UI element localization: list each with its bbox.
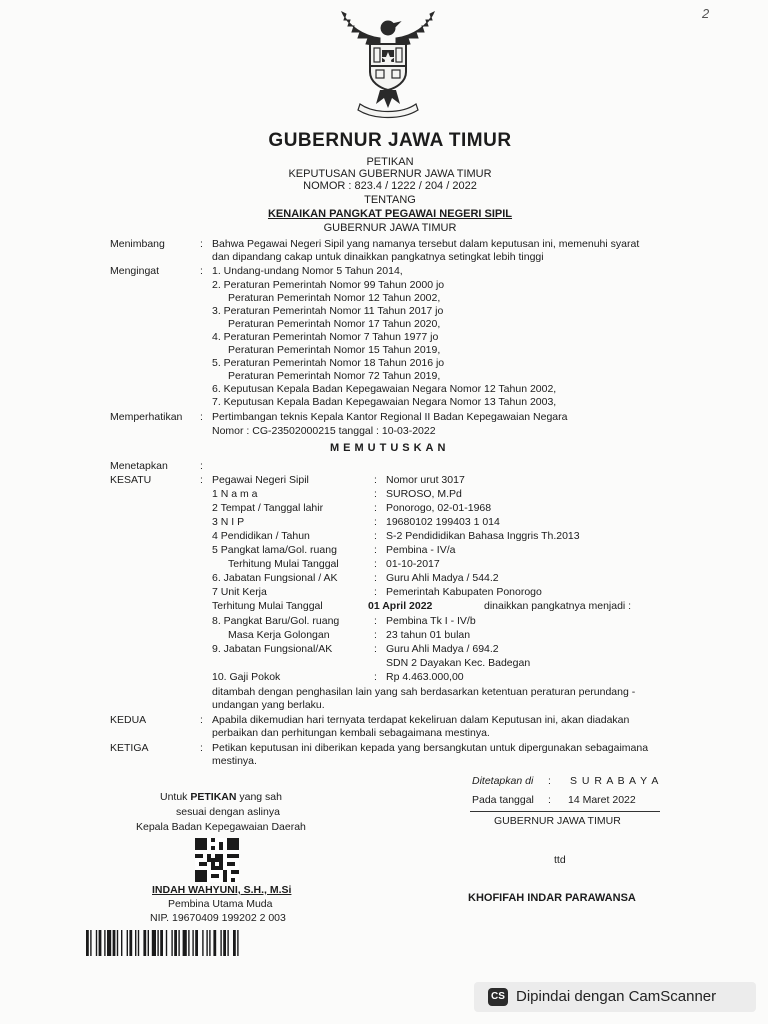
field-label: 1 N a m a [212, 488, 258, 500]
field-value: Pembina Tk I - IV/b [386, 615, 476, 627]
field-value: Guru Ahli Madya / 544.2 [386, 572, 499, 584]
colon: : [374, 474, 377, 486]
field-value: SUROSO, M.Pd [386, 488, 462, 500]
header-petikan: PETIKAN [366, 156, 414, 168]
document-title: GUBERNUR JAWA TIMUR [268, 130, 512, 151]
field-label: Masa Kerja Golongan [228, 629, 330, 641]
tambahan-line-1: ditambah dengan penghasilan lain yang sah berdasarkan ketentuan peraturan perundang - [212, 686, 636, 698]
mengingat-line: Peraturan Pemerintah Nomor 72 Tahun 2019, [228, 370, 441, 382]
field-label: 9. Jabatan Fungsional/AK [212, 643, 333, 655]
colon: : [374, 558, 377, 570]
colon: : [374, 502, 377, 514]
mengingat-label: Mengingat [110, 265, 160, 277]
field-value: Rp 4.463.000,00 [386, 671, 464, 683]
ketiga-text-2: mestinya. [212, 755, 257, 767]
header-subject: KENAIKAN PANGKAT PEGAWAI NEGERI SIPIL [267, 208, 513, 220]
field-value: Guru Ahli Madya / 694.2 [386, 643, 499, 655]
colon: : [200, 238, 203, 250]
colon: : [374, 530, 377, 542]
header-tentang: TENTANG [364, 194, 416, 206]
kedua-text-2: perbaikan dan perhitungan kembali sebagaimana mestinya. [212, 727, 490, 739]
menimbang-text-1: Bahwa Pegawai Negeri Sipil yang namanya tersebut dalam keputusan ini, memenuhi syarat [212, 238, 640, 250]
field-label: 3 N I P [212, 516, 245, 528]
ketiga-label: KETIGA [110, 742, 149, 754]
colon: : [374, 516, 377, 528]
tmt-value: 01 April 2022 [368, 600, 433, 612]
untuk-petikan-line [160, 791, 282, 804]
tmt-note: dinaikkan pangkatnya menjadi : [484, 600, 632, 612]
mengingat-line: Peraturan Pemerintah Nomor 17 Tahun 2020, [228, 318, 441, 330]
corner-mark: 2 [702, 6, 710, 21]
colon: : [200, 714, 203, 726]
mengingat-line: 5. Peraturan Pemerintah Nomor 18 Tahun 2016 jo [212, 357, 445, 369]
colon: : [374, 629, 377, 641]
field-value: 23 tahun 01 bulan [386, 629, 471, 641]
colon: : [548, 794, 551, 806]
colon: : [374, 643, 377, 655]
field-value: 19680102 199403 1 014 [386, 516, 500, 528]
ditetapkan-label: Ditetapkan di [472, 775, 534, 787]
mengingat-line: Peraturan Pemerintah Nomor 12 Tahun 2002, [228, 292, 441, 304]
field-label: 7 Unit Kerja [212, 586, 267, 598]
field-label: 10. Gaji Pokok [212, 671, 281, 683]
gubernur-name: KHOFIFAH INDAR PARAWANSA [468, 892, 636, 904]
memperhatikan-text-2: Nomor : CG-23502000215 tanggal : 10-03-2022 [212, 425, 436, 437]
bkd-head-rank: Pembina Utama Muda [168, 898, 273, 910]
yang-sah-text: yang sah [236, 791, 282, 803]
tanggal-value: 14 Maret 2022 [568, 794, 636, 806]
colon: : [374, 544, 377, 556]
untuk-text: Untuk [160, 791, 191, 803]
camscanner-logo-icon: CS [488, 988, 508, 1006]
field-label: 6. Jabatan Fungsional / AK [212, 572, 338, 584]
colon: : [374, 615, 377, 627]
kepala-bkd-line: Kepala Badan Kepegawaian Daerah [136, 821, 306, 833]
ttd-mark: ttd [554, 854, 566, 866]
tanggal-label: Pada tanggal [472, 794, 534, 806]
colon: : [200, 411, 203, 423]
barcode-icon [86, 930, 312, 956]
menimbang-text-2: dan dipandang cakap untuk dinaikkan pangkatnya setingkat lebih tinggi [212, 251, 544, 263]
kedua-label: KEDUA [110, 714, 147, 726]
field-label: 8. Pangkat Baru/Gol. ruang [212, 615, 340, 627]
ketiga-text-1: Petikan keputusan ini diberikan kepada yang bersangkutan untuk dipergunakan sebagaimana [212, 742, 649, 754]
bkd-head-nip: NIP. 19670409 199202 2 003 [150, 912, 286, 924]
field-value: 01-10-2017 [386, 558, 440, 570]
field-label: 5 Pangkat lama/Gol. ruang [212, 544, 337, 556]
garuda-emblem-icon [334, 8, 442, 120]
mengingat-line: 6. Keputusan Kepala Badan Kepegawaian Negara Nomor 12 Tahun 2002, [212, 383, 557, 395]
field-value: S-2 Pendididikan Bahasa Inggris Th.2013 [386, 530, 580, 542]
mengingat-line: 3. Peraturan Pemerintah Nomor 11 Tahun 2017 jo [212, 305, 444, 317]
nomor-urut: Nomor urut 3017 [386, 474, 465, 486]
bkd-head-name: INDAH WAHYUNI, S.H., M.Si [152, 884, 292, 896]
field-value: Pembina - IV/a [386, 544, 456, 556]
menetapkan-label: Menetapkan [110, 460, 168, 472]
petikan-text: PETIKAN [190, 791, 237, 803]
camscanner-badge [474, 982, 756, 1012]
camscanner-text: Dipindai dengan CamScanner [516, 988, 717, 1005]
colon: : [374, 671, 377, 683]
mengingat-line: 4. Peraturan Pemerintah Nomor 7 Tahun 1977 jo [212, 331, 439, 343]
field-value: Ponorogo, 02-01-1968 [386, 502, 492, 514]
qr-code-icon [194, 838, 240, 882]
memperhatikan-text-1: Pertimbangan teknis Kepala Kantor Regional II Badan Kepegawaian Negara [212, 411, 568, 423]
memutuskan-heading: MEMUTUSKAN [330, 442, 450, 454]
field-value: SDN 2 Dayakan Kec. Badegan [386, 657, 531, 669]
colon: : [200, 474, 203, 486]
ditetapkan-value: S U R A B A Y A [570, 775, 660, 787]
header-keputusan: KEPUTUSAN GUBERNUR JAWA TIMUR [288, 168, 492, 180]
colon: : [374, 572, 377, 584]
colon: : [200, 265, 203, 277]
tambahan-line-2: undangan yang berlaku. [212, 699, 325, 711]
field-label: 4 Pendidikan / Tahun [212, 530, 310, 542]
field-value: Pemerintah Kabupaten Ponorogo [386, 586, 542, 598]
header-nomor: NOMOR : 823.4 / 1222 / 204 / 2022 [303, 180, 477, 192]
memperhatikan-label: Memperhatikan [110, 411, 183, 423]
header-gubernur: GUBERNUR JAWA TIMUR [323, 222, 457, 234]
colon: : [200, 460, 203, 472]
colon: : [374, 586, 377, 598]
signature-divider [470, 811, 660, 812]
mengingat-line: 1. Undang-undang Nomor 5 Tahun 2014, [212, 265, 403, 277]
field-label: 2 Tempat / Tanggal lahir [212, 502, 324, 514]
menimbang-label: Menimbang [110, 238, 165, 250]
gubernur-office: GUBERNUR JAWA TIMUR [494, 815, 621, 827]
field-label: Terhitung Mulai Tanggal [228, 558, 339, 570]
tmt-label: Terhitung Mulai Tanggal [212, 600, 323, 612]
kedua-text-1: Apabila dikemudian hari ternyata terdapat kekeliruan dalam Keputusan ini, akan diadakan [212, 714, 630, 726]
mengingat-line: Peraturan Pemerintah Nomor 15 Tahun 2019, [228, 344, 441, 356]
sesuai-line: sesuai dengan aslinya [176, 806, 280, 818]
kesatu-label: KESATU [110, 474, 152, 486]
mengingat-line: 7. Keputusan Kepala Badan Kepegawaian Negara Nomor 13 Tahun 2003, [212, 396, 557, 408]
mengingat-line: 2. Peraturan Pemerintah Nomor 99 Tahun 2000 jo [212, 279, 445, 291]
colon: : [548, 775, 551, 787]
colon: : [200, 742, 203, 754]
pns-label: Pegawai Negeri Sipil [212, 474, 309, 486]
colon: : [374, 488, 377, 500]
